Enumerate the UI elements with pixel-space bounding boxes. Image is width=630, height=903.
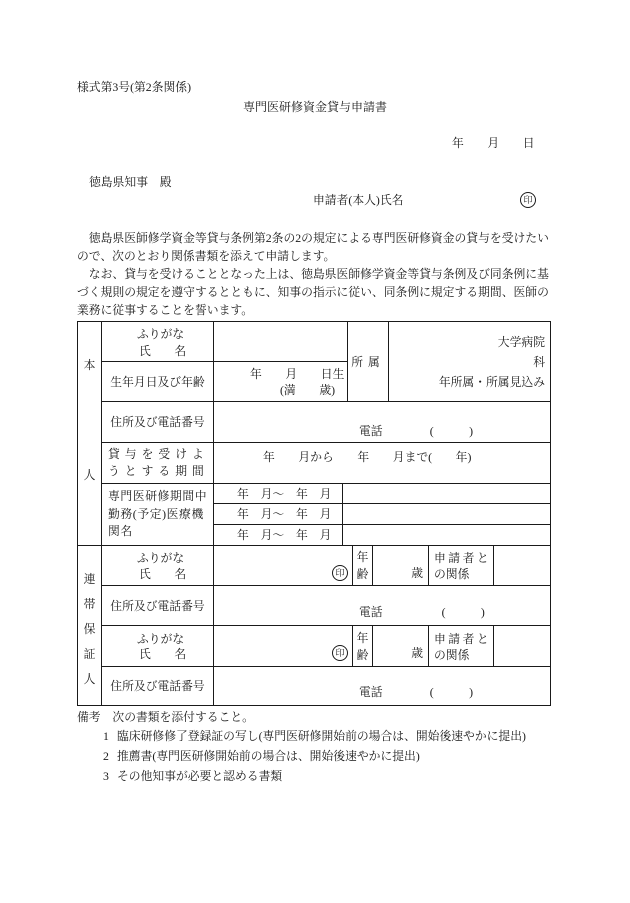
affiliation-department: 科 [533,354,545,369]
relation-label-line: の関係 [434,648,470,662]
address-label: 住所及び電話番号 [110,598,205,613]
note-text: 推薦書(専門医研修開始前の場合は、開始後速やかに提出) [117,749,420,763]
age-field [373,546,429,586]
institution-period-cell [214,504,343,525]
affiliation-label-cell [348,322,389,402]
guarantor-address-field [214,667,551,706]
birth-label: 生年月日及び年齢 [110,374,205,389]
furigana-label: ふりがな [137,632,185,646]
age-label-char: 齢 [356,647,369,662]
paragraph-line: なお、貸与を受けることとなった上は、徳島県医師修学資金等貸与条例及び同条例に基 [77,267,549,281]
birth-date-text: 年 月 日生 [250,367,345,381]
birth-field [214,362,348,402]
relation-label-line: 申請者と [434,632,492,646]
affiliation-university: 大学病院 [497,334,545,349]
affiliation-field [389,322,551,402]
institution-period-text: 年 月～ 年 月 [237,507,332,521]
phone-text: 電話 ( ) [359,685,474,699]
loan-period-label-cell [102,443,214,484]
age-text: (満 歳) [280,383,336,397]
loan-period-label-line: うとする期間 [108,464,209,478]
name-label: 氏 名 [139,344,187,358]
address-label: 住所及び電話番号 [110,679,205,693]
institution-period-text: 年 月～ 年 月 [237,486,332,501]
applicant-name-label-cell [102,322,214,362]
relation-field [494,546,551,586]
applicant-name-label: 申請者(本人)氏名 [313,193,404,207]
relation-label-line: 申請者と [434,551,492,565]
affiliation-label: 所属 [351,354,385,369]
loan-period-field [214,443,551,484]
addressee: 徳島県知事 殿 [89,175,172,189]
section-char: 帯 [83,597,96,611]
form-number: 様式第3号(第2条関係) [77,80,192,94]
loan-period-text: 年 月から 年 月まで( 年) [263,450,472,464]
date-line: 年 月 日 [452,136,535,150]
application-table [77,321,551,706]
notes-heading: 備考 次の書類を添付すること。 [77,710,254,724]
section-char: 人 [83,672,96,686]
address-label: 住所及び電話番号 [110,415,205,429]
institution-label-line: 関名 [108,524,133,539]
section-char: 人 [83,468,96,482]
relation-field [494,626,551,667]
seal-icon: 印 [332,565,348,581]
guarantor-section-label [78,546,102,706]
birth-label-cell [102,362,214,402]
paragraph-line: 徳島県医師修学資金等貸与条例第2条の2の規定による専門医研修資金の貸与を受けたい [77,231,549,245]
address-field [214,402,551,443]
guarantor-name-label-cell [102,546,214,586]
guarantor-name-field [214,626,353,667]
relation-label-cell [429,626,494,667]
address-label-cell [102,402,214,443]
section-char: 保 [83,622,96,636]
paragraph-line: 業務に従事することを誓います。 [77,303,254,317]
relation-label-line: の関係 [434,567,470,581]
institution-label-line: 専門医研修期間中 [108,489,208,504]
institution-label-line: 勤務(予定)医療機 [108,506,204,521]
paragraph-line: づく規則の規定を遵守するとともに、知事の指示に従い、同条例に規定する期間、医師の [77,285,549,299]
institution-period-cell [214,484,343,504]
applicant-name-field [214,322,348,362]
document-title: 専門医研修資金貸与申請書 [242,100,387,114]
note-text: 臨床研修修了登録証の写し(専門医研修開始前の場合は、開始後速やかに提出) [117,729,526,743]
institution-period-cell [214,525,343,546]
age-label-char: 齢 [356,566,369,581]
guarantor-address-field [214,586,551,626]
age-label-cell [353,626,373,667]
guarantor-address-label-cell [102,667,214,706]
section-char: 証 [83,647,96,661]
age-label-char: 年 [356,630,369,645]
furigana-label: ふりがな [137,551,185,565]
applicant-section-label [78,322,102,546]
name-label: 氏 名 [139,567,187,581]
age-unit: 歳 [411,566,423,580]
institution-name-field [343,484,551,504]
note-number: 2 [103,749,109,763]
paragraph-line: ので、次のとおり関係書類を添えて申請します。 [77,249,336,263]
institution-label-cell [102,484,214,546]
name-label: 氏 名 [139,647,187,661]
institution-period-text: 年 月～ 年 月 [237,528,332,542]
institution-name-field [343,525,551,546]
guarantor-name-field [214,546,353,586]
loan-period-label-line: 貸与を受けよ [108,447,209,461]
seal-icon: 印 [332,645,348,661]
note-number: 1 [103,729,109,743]
phone-text: 電話 ( ) [359,424,474,438]
relation-label-cell [429,546,494,586]
phone-text: 電話 ( ) [359,605,485,619]
section-char: 本 [83,358,96,372]
guarantor-address-label-cell [102,586,214,626]
age-field [373,626,429,667]
note-text: その他知事が必要と認める書類 [117,769,283,783]
seal-icon: 印 [520,192,536,208]
age-unit: 歳 [411,646,423,660]
furigana-label: ふりがな [137,327,185,341]
section-char: 連 [83,572,96,586]
guarantor-name-label-cell [102,626,214,667]
affiliation-year: 年所属・所属見込み [438,374,545,389]
age-label-char: 年 [356,550,369,565]
age-label-cell [353,546,373,586]
note-number: 3 [103,769,109,783]
institution-name-field [343,504,551,525]
